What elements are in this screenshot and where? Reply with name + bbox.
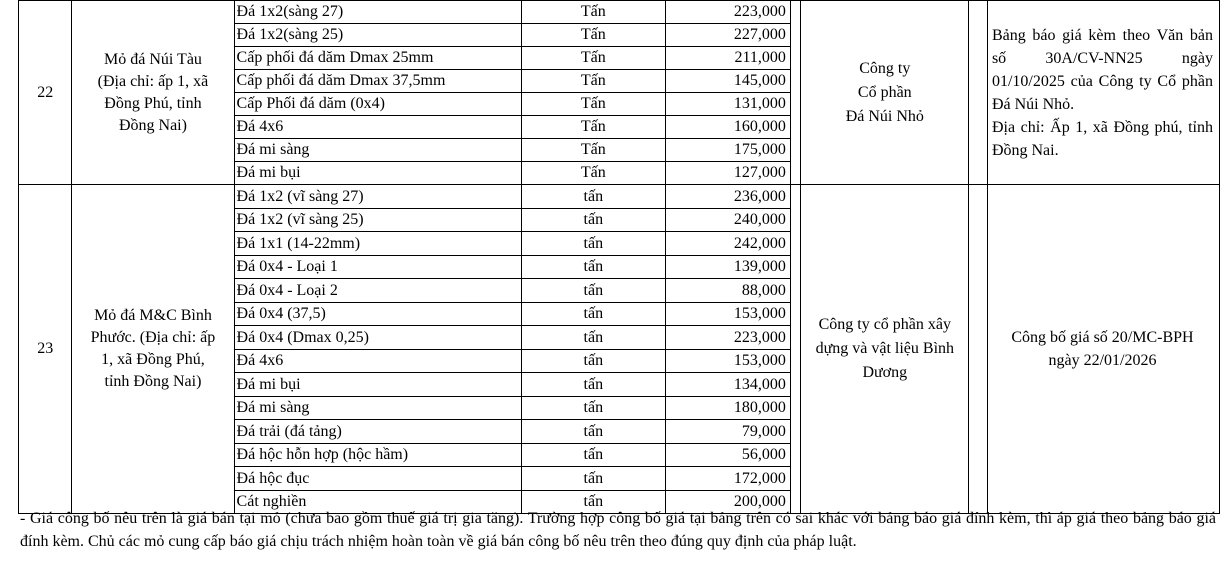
table-row (19, 185, 1220, 209)
price-cell: 172,000 (665, 467, 790, 491)
unit-cell: tấn (521, 444, 665, 467)
mine-name-line: (Địa chỉ: ấp 1, xã (97, 72, 209, 90)
mine-name-line: Mỏ đá Núi Tàu (104, 50, 202, 68)
product-name: Đá trải (đá tảng) (234, 420, 521, 444)
footer-note: - Giá công bố nêu trên là giá bán tại mỏ (chưa bao gồm thuế giá trị gia tăng). Trường hợp công bố giá tại bảng trên có sai khác với bảng báo giá đính kèm, thì áp giá theo bảng báo giá đính kèm. Chủ các mỏ cung cấp báo giá chịu trách nhiệm hoàn toàn về giá bán công bố nêu trên theo đúng quy định của pháp luật. (20, 510, 1216, 550)
price-cell: 211,000 (665, 47, 790, 70)
price-cell: 200,000 (665, 491, 790, 514)
product-name: Cát nghiền (234, 491, 521, 514)
price-cell: 153,000 (665, 303, 790, 326)
unit-cell: Tấn (521, 162, 665, 185)
unit-cell: tấn (521, 256, 665, 279)
unit-cell: tấn (521, 185, 665, 209)
row-number: 22 (19, 1, 72, 185)
company-line: Cổ phần (857, 83, 912, 101)
product-name: Đá 0x4 - Loại 1 (234, 256, 521, 279)
unit-cell: Tấn (521, 70, 665, 93)
mine-name-line: Mỏ đá M&C Bình (94, 307, 212, 324)
price-cell: 223,000 (665, 1, 790, 24)
mine-name-line: Đồng Phú, tỉnh (104, 94, 202, 112)
product-name: Đá 0x4 (37,5) (234, 303, 521, 326)
reference-note-cell (987, 1, 1219, 185)
row-number: 23 (19, 185, 72, 514)
unit-cell: tấn (521, 279, 665, 303)
company-line: Công ty (859, 59, 911, 77)
company-cell (801, 185, 969, 514)
mine-name-cell (72, 185, 234, 514)
product-name: Đá mi sàng (234, 397, 521, 420)
company-line: dựng và vật liệu Bình (815, 340, 955, 357)
unit-cell: tấn (521, 373, 665, 397)
reference-note-line: ngày 22/01/2026 (1048, 352, 1157, 369)
mine-name-line: Phước. (Địa chỉ: ấp (90, 329, 216, 346)
table-row (19, 1, 1220, 24)
price-cell: 134,000 (665, 373, 790, 397)
spacer-cell (790, 1, 800, 185)
company-line: Dương (862, 364, 908, 381)
price-cell: 180,000 (665, 397, 790, 420)
spacer-cell (969, 1, 987, 185)
product-name: Đá 4x6 (234, 116, 521, 139)
company-line: Đá Núi Nhỏ (845, 107, 924, 125)
product-name: Cấp phối đá dăm Dmax 37,5mm (234, 70, 521, 93)
product-name: Đá mi bụi (234, 162, 521, 185)
unit-cell: Tấn (521, 1, 665, 24)
product-name: Cấp Phối đá dăm (0x4) (234, 93, 521, 116)
product-name: Đá mi bụi (234, 373, 521, 397)
price-cell: 88,000 (665, 279, 790, 303)
product-name: Cấp phối đá dăm Dmax 25mm (234, 47, 521, 70)
spacer-cell (790, 185, 800, 514)
unit-cell: tấn (521, 420, 665, 444)
price-cell: 223,000 (665, 326, 790, 350)
unit-cell: tấn (521, 209, 665, 232)
product-name: Đá 1x2 (vĩ sàng 25) (234, 209, 521, 232)
unit-cell: Tấn (521, 116, 665, 139)
price-cell: 242,000 (665, 232, 790, 256)
unit-cell: tấn (521, 350, 665, 373)
price-cell: 240,000 (665, 209, 790, 232)
product-name: Đá hộc hỗn hợp (hộc hầm) (234, 444, 521, 467)
product-name: Đá 0x4 - Loại 2 (234, 279, 521, 303)
price-cell: 127,000 (665, 162, 790, 185)
unit-cell: Tấn (521, 139, 665, 162)
price-cell: 79,000 (665, 420, 790, 444)
unit-cell: tấn (521, 397, 665, 420)
product-name: Đá 0x4 (Dmax 0,25) (234, 326, 521, 350)
unit-cell: tấn (521, 467, 665, 491)
product-name: Đá 1x1 (14-22mm) (234, 232, 521, 256)
mine-name-line: tỉnh Đồng Nai) (104, 373, 202, 390)
price-table-body (19, 1, 1220, 514)
unit-cell: tấn (521, 303, 665, 326)
reference-note-line: Địa chỉ: Ấp 1, xã Đồng phú, tỉnh Đồng Nai. (991, 118, 1213, 159)
price-cell: 175,000 (665, 139, 790, 162)
unit-cell: Tấn (521, 47, 665, 70)
unit-cell: tấn (521, 326, 665, 350)
spacer-cell (969, 185, 987, 514)
product-name: Đá mi sàng (234, 139, 521, 162)
company-cell (801, 1, 969, 185)
mine-name-cell (72, 1, 234, 185)
price-cell: 56,000 (665, 444, 790, 467)
unit-cell: Tấn (521, 24, 665, 47)
reference-note-cell (987, 185, 1219, 514)
company-line: Công ty cổ phần xây (818, 316, 951, 333)
unit-cell: Tấn (521, 93, 665, 116)
product-name: Đá 1x2(sàng 25) (234, 24, 521, 47)
price-cell: 145,000 (665, 70, 790, 93)
unit-cell: tấn (521, 232, 665, 256)
product-name: Đá 1x2 (vĩ sàng 27) (234, 185, 521, 209)
product-name: Đá 4x6 (234, 350, 521, 373)
reference-note-line: Bảng báo giá kèm theo Văn bản số 30A/CV-NN25 ngày 01/10/2025 của Công ty Cổ phần Đá Núi Nhỏ. (991, 26, 1213, 113)
price-cell: 139,000 (665, 256, 790, 279)
product-name: Đá hộc đục (234, 467, 521, 491)
price-cell: 153,000 (665, 350, 790, 373)
mine-name-line: Đồng Nai) (118, 116, 187, 134)
reference-note-line: Công bố giá số 20/MC-BPH (1011, 329, 1194, 346)
price-cell: 160,000 (665, 116, 790, 139)
price-cell: 227,000 (665, 24, 790, 47)
mine-name-line: 1, xã Đồng Phú, (101, 351, 205, 368)
product-name: Đá 1x2(sàng 27) (234, 1, 521, 24)
unit-cell: tấn (521, 491, 665, 514)
price-table (18, 0, 1220, 514)
price-cell: 236,000 (665, 185, 790, 209)
price-cell: 131,000 (665, 93, 790, 116)
